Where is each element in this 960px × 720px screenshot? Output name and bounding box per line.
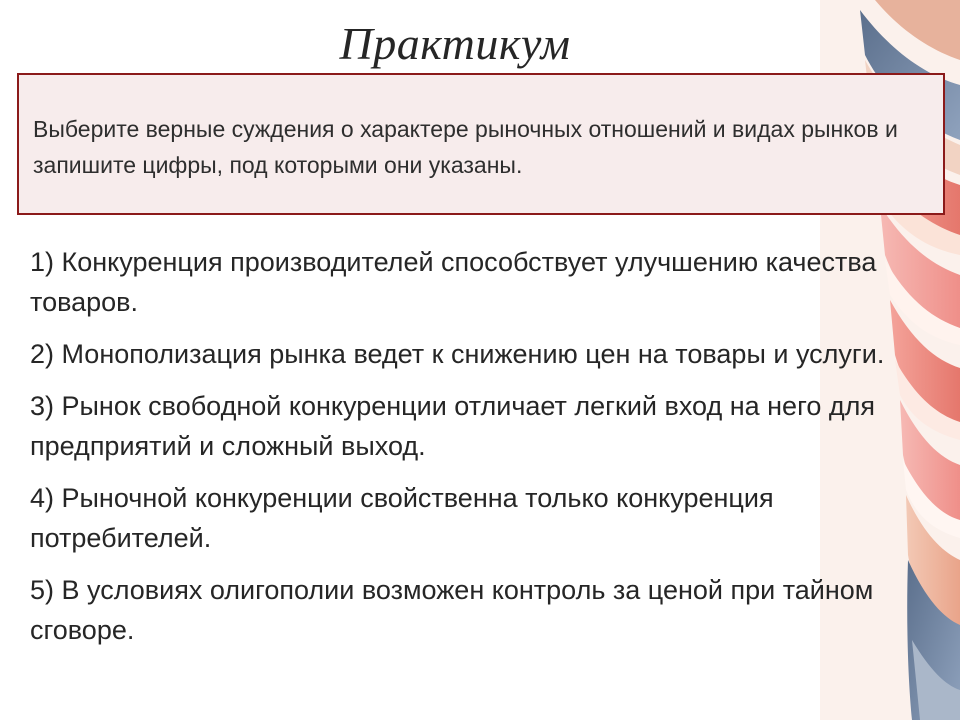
statement-5: 5) В условиях олигополии возможен контроль за ценой при тайном сговоре.: [30, 575, 874, 645]
task-box: [17, 73, 945, 215]
slide-title: Практикум: [339, 18, 571, 69]
statement-4: 4) Рыночной конкуренции свойственна только конкуренция потребителей.: [30, 483, 774, 553]
statement-2: 2) Монополизация рынка ведет к снижению цен на товары и услуги.: [30, 339, 885, 369]
statement-1: 1) Конкуренция производителей способствует улучшению качества товаров.: [30, 247, 877, 317]
task-text: Выберите верные суждения о характере рыночных отношений и видах рынков и запишите цифры, под которыми они указаны.: [33, 116, 898, 178]
statements-list: [30, 242, 900, 662]
statement-3: 3) Рынок свободной конкуренции отличает легкий вход на него для предприятий и сложный выход.: [30, 391, 875, 461]
